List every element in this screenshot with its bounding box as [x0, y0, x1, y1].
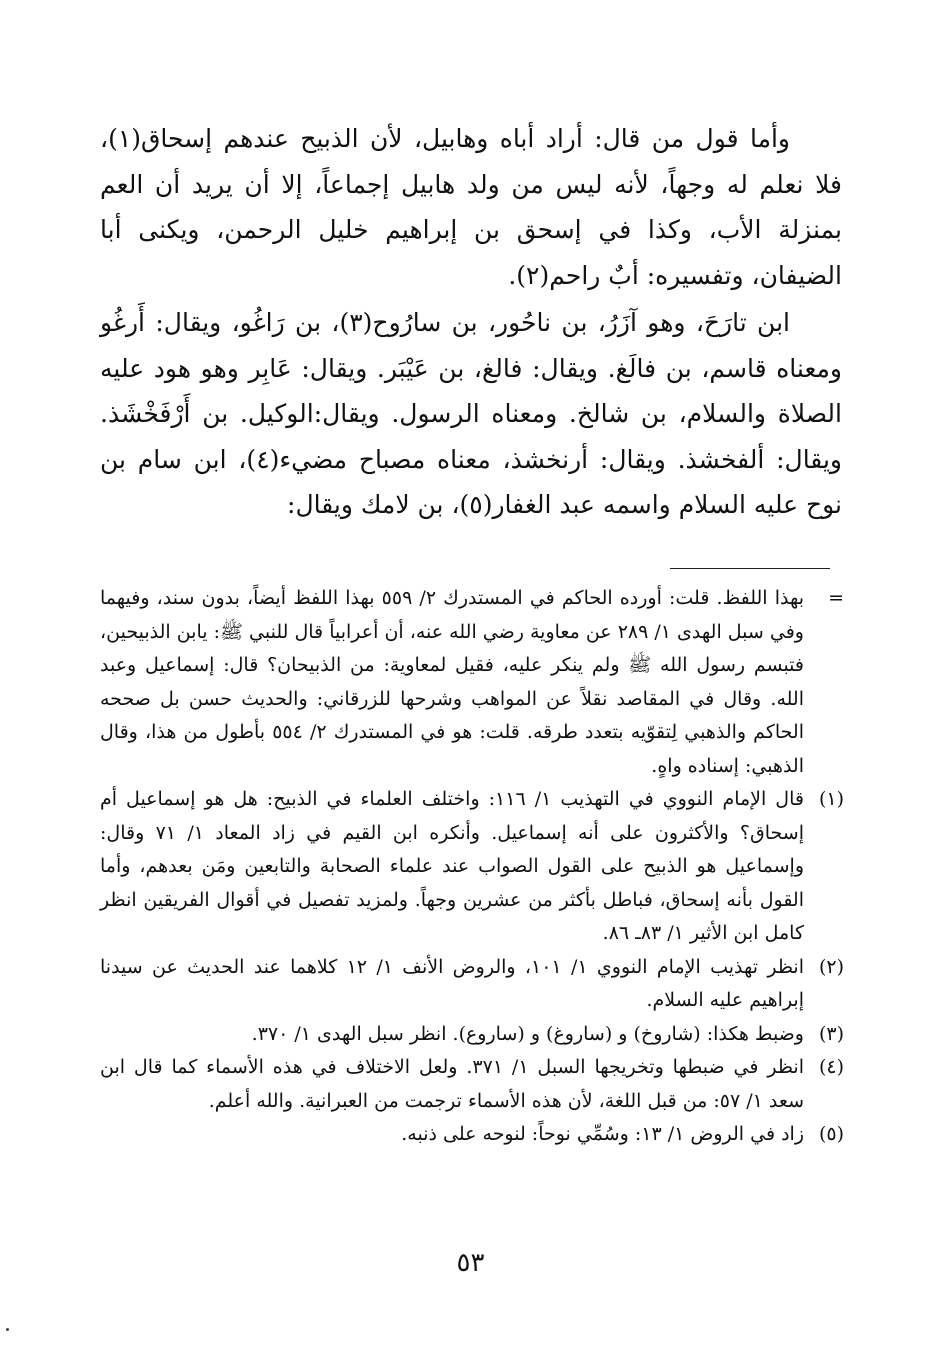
footnote-text: انظر تهذيب الإمام النووي ١/ ١٠١، والروض الأنف ١/ ١٢ كلاهما عند الحديث عن سيدنا إبراهيم عليه السلام.: [100, 955, 804, 1011]
main-text: [100, 116, 842, 528]
paragraph-text: وأما قول من قال: أراد أباه وهابيل، لأن الذبيح عندهم إسحاق(١)، فلا نعلم له وجهاً، لأنه ليس من ولد هابيل إجماعاً، إلا أن يريد أن العم بمنزلة الأب، وكذا في إسحق بن إبراهيم خليل الرحمن، ويكنى أبا الضيفان، وتفسيره: أبٌ راحم(٢).: [100, 124, 842, 290]
paragraph: [100, 116, 842, 298]
footnote-text: انظر في ضبطها وتخريجها السبل ١/ ٣٧١. ولعل الاختلاف في هذه الأسماء كما قال ابن سعد ١/ ٥٧: من قبل اللغة، لأن هذه الأسماء ترجمت من العبرانية. والله أعلم.: [100, 1056, 804, 1112]
footnote-separator: [670, 568, 830, 569]
footnote-mark: (٤): [818, 1056, 844, 1078]
footnotes: [100, 582, 844, 1152]
footnote-mark: (٢): [818, 955, 844, 978]
paragraph: [100, 300, 842, 528]
footnote: [100, 783, 844, 951]
scan-speck: [6, 1328, 9, 1331]
footnote: [100, 1018, 844, 1052]
footnote-text: بهذا اللفظ. قلت: أورده الحاكم في المستدرك ٢/ ٥٥٩ بهذا اللفظ أيضاً، بدون سند، وفيهما وفي سبل الهدى ١/ ٢٨٩ عن معاوية رضي الله عنه، أن أعرابياً قال للنبي ﷺ: يابن الذبيحين، فتبسم رسول الله ﷺ ولم ينكر عليه، فقيل لمعاوية: من الذبيحان؟ قال: إسماعيل وعبد الله. وقال في المقاصد نقلاً عن المواهب وشرحها للزرقاني: والحديث حسن بل صححه الحاكم والذهبي لِتقوّيه بتعدد طرقه. قلت: هو في المستدرك ٢/ ٥٥٤ بأطول من هذا، وقال الذهبي: إسناده واهٍ.: [100, 587, 804, 777]
page-number: ٥٣: [456, 1248, 485, 1278]
paragraph-text: ابن تارَحَ، وهو آزَرُ، بن ناحُور، بن سارُوح(٣)، بن رَاغُو، ويقال: أَرغُو ومعناه قاسم، بن فالَغ. ويقال: فالغ، بن عَيْبَر. ويقال: عَابِر وهو هود عليه الصلاة والسلام، بن شالخ. ومعناه الرسول. ويقال:الوكيل. بن أَرْفَخْشَذ. ويقال: ألفخشذ. ويقال: أرنخشذ، معناه مصباح مضيء(٤)، ابن سام بن نوح عليه السلام واسمه عبد الغفار(٥)، بن لامك ويقال:: [100, 308, 842, 519]
footnote-text: زاد في الروض ١/ ١٣: وسُمِّي نوحاً: لنوحه على ذنبه.: [401, 1123, 804, 1145]
footnote-text: وضبط هكذا: (شاروخ) و (ساروغ) و (ساروع). انظر سبل الهدى ١/ ٣٧٠.: [251, 1022, 804, 1045]
footnote-mark: =: [828, 587, 844, 609]
footnote: [100, 951, 844, 1018]
footnote-mark: (٣): [818, 1022, 844, 1045]
footnote-mark: (١): [818, 788, 844, 810]
footnote: [100, 1051, 844, 1118]
footnote-text: قال الإمام النووي في التهذيب ١/ ١١٦: واختلف العلماء في الذبيح: هل هو إسماعيل أم إسحاق؟ والأكثرون على أنه إسماعيل. وأنكره ابن القيم في زاد المعاد ١/ ٧١ وقال: وإسماعيل هو الذبيح على القول الصواب عند علماء الصحابة والتابعين ومَن بعدهم، وأما القول بأنه إسحاق، فباطل بأكثر من عشرين وجهاً. ولمزيد تفصيل في أقوال الفريقين انظر كامل ابن الأثير ١/ ٨٣ـ ٨٦.: [100, 788, 804, 944]
footnote: [100, 582, 844, 783]
footnote: [100, 1118, 844, 1152]
footnote-mark: (٥): [818, 1123, 844, 1145]
